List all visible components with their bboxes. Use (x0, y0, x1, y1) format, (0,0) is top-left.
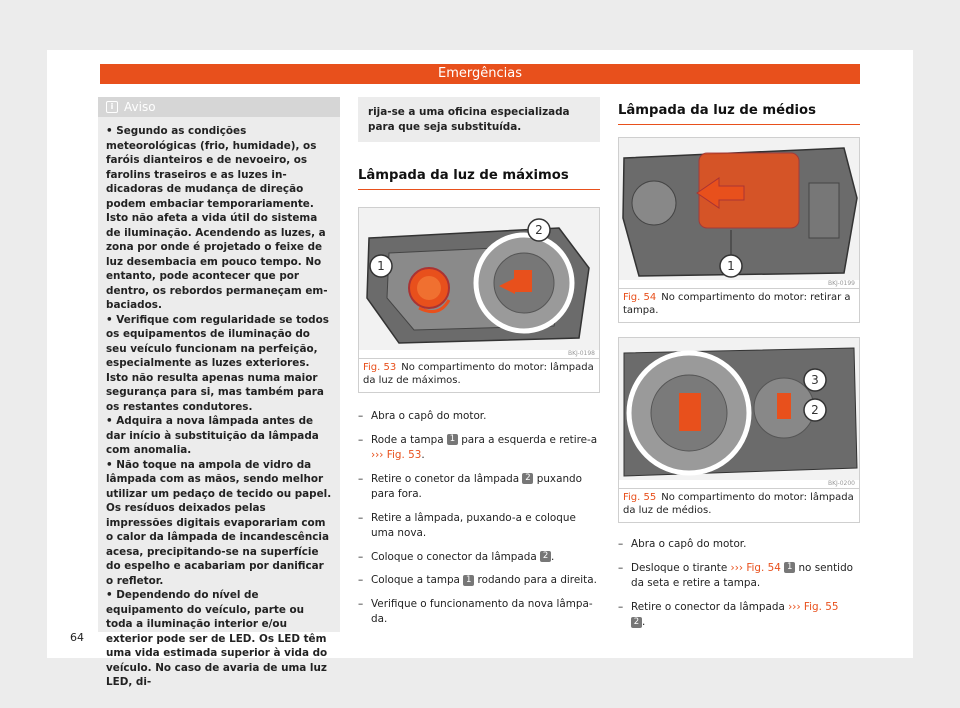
warning-item: • Dependendo do nível de equipamento do veículo, parte ou toda a iluminação interior e/ou exterior pode ser de LED. Os LED têm uma vida estimada superior à vida do veículo. No caso de avaria de uma luz LED, di- (106, 589, 328, 688)
figure-55 (618, 337, 860, 523)
callout-badge: 2 (540, 551, 551, 562)
step-item (358, 472, 600, 503)
warning-title-bar (98, 97, 340, 117)
figure-caption-text: No compartimento do motor: lâmpada da luz de médios. (623, 492, 854, 516)
warning-item: • Segundo as condições meteorológicas (frio, humidade), os faróis dianteiros e de nevoeiro, os farolins traseiros e as luzes indicadoras de mudança de direção podem embaciar temporariamente. Isto não afeta a vida útil do sistema de iluminação. Acendendo as luzes, a zona por onde é projetado o feixe de luz desembacia em pouco tempo. No entanto, pode acontecer que por dentro, os rebordos permaneçam embaciados. (106, 125, 328, 311)
maximos-column (358, 97, 600, 636)
figure-number: Fig. 53 (363, 362, 397, 373)
step-text: puxando para fora. (371, 472, 582, 500)
step-item (358, 573, 600, 589)
figure-number: Fig. 55 (623, 492, 657, 503)
step-text: rodando para a direita. (474, 574, 597, 586)
warning-item: • Não toque na ampola de vidro da lâmpada com as mãos, sendo melhor utilizar um pedaço de tecido ou papel. Os resíduos deixados pelas impressões digitais evaporariam com o calor da lâmpada de incandescência acesa, precipitando-se na superfície do espelho e acabariam por danificar o refletor. (106, 458, 332, 587)
callout-badge: 1 (447, 434, 458, 445)
warning-column (98, 97, 340, 688)
warning-box (98, 97, 340, 688)
step-item (358, 409, 600, 425)
step-text: Rode a tampa (371, 433, 447, 446)
callout-badge: 1 (784, 562, 795, 573)
svg-text:2: 2 (811, 403, 819, 417)
figure-caption (619, 288, 859, 322)
figure-code: BKJ-0198 (567, 350, 595, 357)
figure-code: BKJ-0200 (827, 480, 855, 487)
callout-badge: 1 (463, 575, 474, 586)
figure-caption (359, 358, 599, 392)
step-item (358, 550, 600, 566)
svg-text:1: 1 (727, 259, 735, 273)
warning-body (98, 117, 340, 690)
svg-text:3: 3 (811, 373, 819, 387)
step-text: . (642, 616, 646, 628)
step-text: Desloque o tirante (631, 561, 731, 574)
figure-caption-text: No compartimento do motor: retirar a tampa. (623, 292, 851, 316)
medios-column (618, 97, 860, 639)
step-item (618, 561, 860, 592)
step-text: Retire o conetor da lâmpada (371, 472, 523, 485)
chapter-header: Emergências (100, 64, 860, 84)
headlamp-maximos-illustration (359, 208, 599, 350)
figure-link[interactable]: ››› Fig. 54 (730, 561, 781, 574)
callout-badge: 2 (631, 617, 642, 628)
callout-badge: 2 (522, 473, 533, 484)
steps-list-medios (618, 537, 860, 631)
figure-code: BKJ-0199 (827, 280, 855, 287)
figure-54 (618, 137, 860, 323)
step-text: no sentido da seta e retire a tampa. (631, 561, 854, 589)
warning-continuation: rija-se a uma oficina especializada para que seja substituída. (358, 97, 600, 142)
figure-caption-text: No compartimento do motor: lâmpada da luz de máximos. (363, 362, 594, 386)
figure-number: Fig. 54 (623, 292, 657, 303)
steps-list-maximos (358, 409, 600, 628)
headlamp-cover-illustration (619, 138, 859, 280)
step-item (358, 511, 600, 542)
step-text: Retire o conector da lâmpada (631, 600, 789, 613)
warning-title: Aviso (124, 100, 156, 114)
step-text: Abra o capô do motor. (631, 538, 747, 550)
warning-item: • Adquira a nova lâmpada antes de dar início à substituição da lâmpada com anomalia. (106, 415, 319, 456)
svg-text:1: 1 (377, 259, 385, 273)
figure-53 (358, 207, 600, 393)
step-item (618, 537, 860, 553)
step-item (358, 597, 600, 628)
page-number: 64 (70, 631, 84, 644)
headlamp-medios-illustration (619, 338, 859, 480)
section-title-maximos: Lâmpada da luz de máximos (358, 168, 600, 190)
step-text: . (421, 449, 425, 461)
step-text: Retire a lâmpada, puxando-a e coloque uma nova. (371, 511, 576, 539)
figure-link[interactable]: ››› Fig. 53 (371, 449, 422, 461)
figure-caption (619, 488, 859, 522)
warning-item: • Verifique com regularidade se todos os equipamentos de iluminação do seu veículo funcionam na perfeição, especialmente as luzes exteriores. Isto não resulta apenas numa maior segurança para si, mas também para os restantes condutores. (106, 313, 329, 413)
step-text: Abra o capô do motor. (371, 410, 487, 422)
step-item (358, 433, 600, 464)
step-text: Coloque a tampa (371, 574, 464, 586)
svg-text:2: 2 (535, 223, 543, 237)
section-title-medios: Lâmpada da luz de médios (618, 103, 860, 125)
step-text: Verifique o funcionamento da nova lâmpada. (371, 597, 593, 625)
info-icon: i (106, 101, 118, 113)
step-item (618, 600, 860, 631)
figure-link[interactable]: ››› Fig. 55 (788, 600, 839, 613)
step-text: . (551, 550, 555, 563)
step-text: Coloque o conector da lâmpada (371, 550, 541, 563)
step-text: para a esquerda e retire-a (457, 433, 598, 446)
